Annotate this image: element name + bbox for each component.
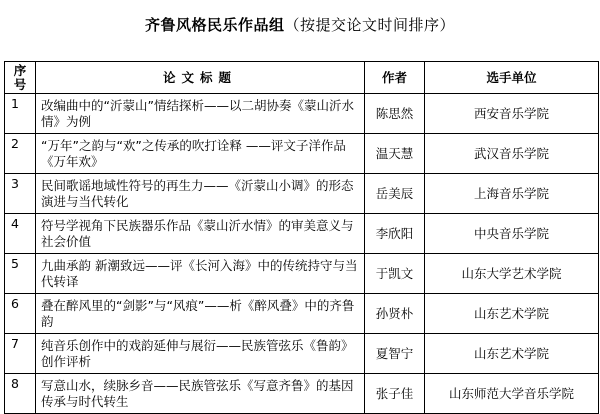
paper-title: 改编曲中的“沂蒙山”情结探析——以二胡协奏《蒙山沂水情》为例 [36, 94, 365, 134]
author-name: 夏智宁 [365, 334, 425, 374]
row-number: 7 [5, 334, 36, 374]
author-name: 岳美辰 [365, 174, 425, 214]
row-number: 5 [5, 254, 36, 294]
paper-title: 九曲承韵 新潮致远——评《长河入海》中的传统持守与当代转译 [36, 254, 365, 294]
header-seq [5, 62, 36, 94]
header-title: 论文标题 [36, 62, 365, 94]
row-number: 3 [5, 174, 36, 214]
author-name: 孙贤朴 [365, 294, 425, 334]
title-subtitle: （按提交论文时间排序） [284, 16, 456, 34]
paper-title: 纯音乐创作中的戏韵延伸与展衍——民族管弦乐《鲁韵》创作评析 [36, 334, 365, 374]
author-name: 张子佳 [365, 374, 425, 414]
author-unit: 山东艺术学院 [425, 334, 599, 374]
table-row [5, 94, 599, 134]
author-name: 陈思然 [365, 94, 425, 134]
author-name: 于凯文 [365, 254, 425, 294]
header-author: 作者 [365, 62, 425, 94]
author-unit: 上海音乐学院 [425, 174, 599, 214]
author-unit: 西安音乐学院 [425, 94, 599, 134]
table-row [5, 294, 599, 334]
paper-title: “万年”之韵与“欢”之传承的吹打诠释 ——评文子洋作品《万年欢》 [36, 134, 365, 174]
paper-title: 写意山水，续脉乡音——民族管弦乐《写意齐鲁》的基因传承与时代转生 [36, 374, 365, 414]
paper-title: 符号学视角下民族器乐作品《蒙山沂水情》的审美意义与社会价值 [36, 214, 365, 254]
header-unit: 选手单位 [425, 62, 599, 94]
table-row [5, 174, 599, 214]
table-row [5, 374, 599, 414]
table-row [5, 214, 599, 254]
row-number: 1 [5, 94, 36, 134]
author-unit: 山东艺术学院 [425, 294, 599, 334]
author-unit: 中央音乐学院 [425, 214, 599, 254]
paper-title: 叠在醉风里的“剑影”与“风痕”——析《醉风叠》中的齐鲁韵 [36, 294, 365, 334]
author-unit: 山东大学艺术学院 [425, 254, 599, 294]
author-unit: 山东师范大学音乐学院 [425, 374, 599, 414]
row-number: 4 [5, 214, 36, 254]
table-row [5, 134, 599, 174]
title-main: 齐鲁风格民乐作品组 [144, 16, 285, 34]
page-title [0, 14, 600, 35]
author-name: 李欣阳 [365, 214, 425, 254]
author-name: 温天慧 [365, 134, 425, 174]
row-number: 2 [5, 134, 36, 174]
row-number: 6 [5, 294, 36, 334]
table-header-row [5, 62, 599, 94]
header-seq-line2: 号 [13, 76, 27, 92]
row-number: 8 [5, 374, 36, 414]
paper-title: 民间歌谣地域性符号的再生力——《沂蒙山小调》的形态演进与当代转化 [36, 174, 365, 214]
table-row [5, 254, 599, 294]
author-unit: 武汉音乐学院 [425, 134, 599, 174]
table-row [5, 334, 599, 374]
header-seq-line1: 序 [13, 62, 27, 78]
papers-table [4, 61, 599, 414]
